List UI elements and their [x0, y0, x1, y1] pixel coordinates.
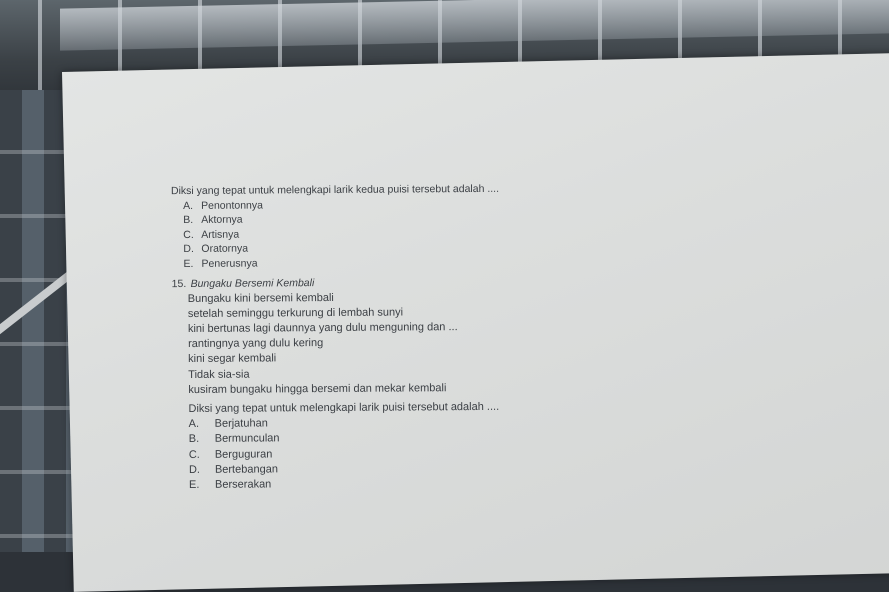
q15-option-d: D. Bertebangan — [188, 463, 278, 476]
q15-option-c: C. Berguguran — [188, 447, 273, 461]
poem-line: setelah seminggu terkurung di lembah sunyi — [187, 306, 404, 320]
poem-line: Bungaku kini bersemi kembali — [187, 291, 334, 305]
q15-prompt: Diksi yang tepat untuk melengkapi larik puisi tersebut adalah .... — [188, 400, 500, 415]
poem-line: rantingnya yang dulu kering — [188, 337, 324, 351]
q14-option-b: B. Aktornya — [183, 213, 243, 227]
q15-option-b: B. Bermunculan — [188, 432, 280, 446]
poem-line: kini bertunas lagi daunnya yang dulu menguning dan ... — [187, 321, 458, 335]
q15-option-a: A. Berjatuhan — [188, 417, 268, 431]
q14-options — [171, 194, 771, 271]
q14-option-c: C. Artisnya — [183, 228, 240, 241]
q14-prompt: Diksi yang tepat untuk melengkapi larik kedua puisi tersebut adalah .... — [170, 182, 500, 198]
q15-option-e: E. Berserakan — [188, 478, 272, 491]
poem-title: Bungaku Bersemi Kembali — [190, 277, 315, 290]
q14-option-a: A. Penontonnya — [183, 198, 264, 212]
q14-option-e: E. Penerusnya — [183, 256, 258, 270]
exam-content — [171, 180, 773, 493]
poem-line: kini segar kembali — [188, 352, 277, 366]
q15-number: 15. — [171, 277, 187, 291]
poem-body — [188, 287, 773, 493]
q14-option-d: D. Oratornya — [183, 242, 249, 256]
poem-line: kusiram bungaku hingga bersemi dan mekar kembali — [188, 381, 447, 396]
poem-line: Tidak sia-sia — [188, 368, 250, 381]
